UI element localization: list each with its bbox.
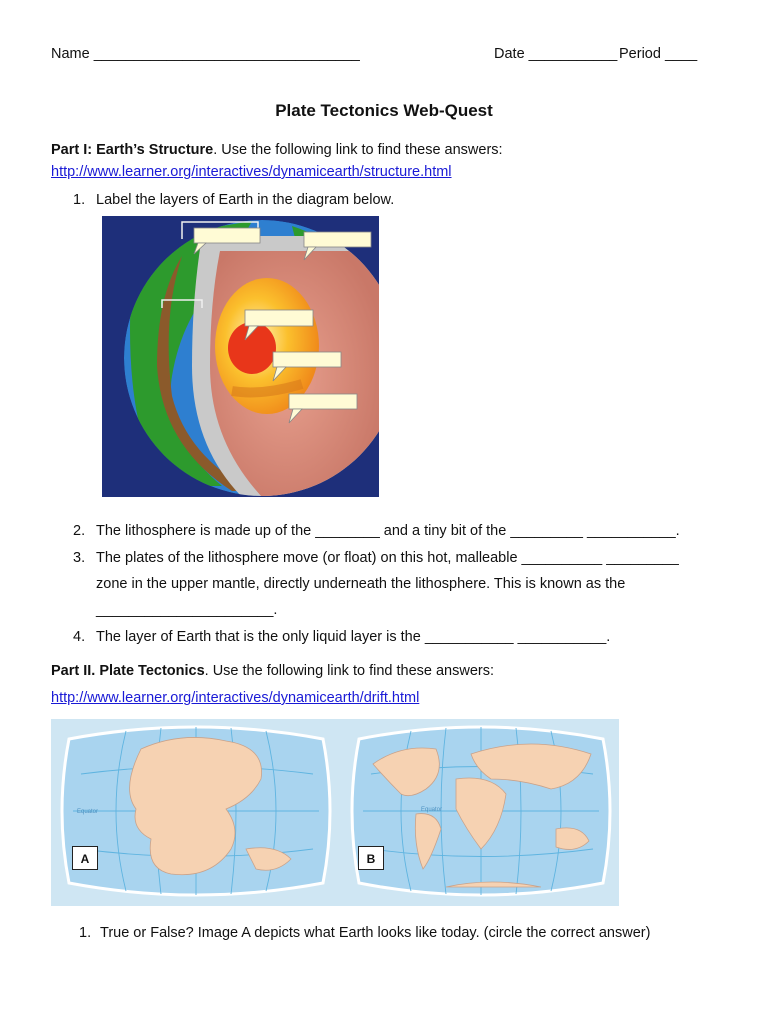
- continental-drift-maps: [51, 719, 619, 906]
- q3-text: The plates of the lithosphere move (or float) on this hot, malleable __________ _________: [96, 550, 679, 566]
- q1-text: Label the layers of Earth in the diagram below.: [96, 192, 395, 208]
- part2-heading-line: [51, 663, 494, 679]
- name-line[interactable]: Name _________________________________: [51, 46, 360, 62]
- equator-label-b: Equator: [421, 807, 443, 813]
- drift-link[interactable]: http://www.learner.org/interactives/dynamicearth/drift.html: [51, 690, 420, 706]
- map-b: [352, 727, 610, 895]
- earth-layers-diagram: [102, 216, 379, 497]
- part1-heading-line: [51, 142, 503, 158]
- part2-intro: . Use the following link to find these answers:: [204, 663, 494, 679]
- equator-label-a: Equator: [77, 809, 99, 815]
- map-a: [62, 727, 330, 895]
- map-b-label: B: [358, 846, 384, 870]
- q3-text-line3: ______________________.: [96, 602, 278, 618]
- q2-text: The lithosphere is made up of the ________ and a tiny bit of the _________ ___________.: [96, 523, 680, 539]
- page-title: Plate Tectonics Web-Quest: [275, 101, 493, 120]
- p2-q1-text: True or False? Image A depicts what Earth looks like today. (circle the correct answer): [100, 925, 651, 941]
- date-line[interactable]: Date ___________: [494, 46, 618, 62]
- part1-intro: . Use the following link to find these answers:: [213, 142, 503, 158]
- structure-link[interactable]: http://www.learner.org/interactives/dynamicearth/structure.html: [51, 164, 452, 180]
- p2-q1-number: 1.: [79, 925, 92, 941]
- part2-heading: Part II. Plate Tectonics: [51, 663, 205, 679]
- q1-number: 1.: [73, 192, 86, 208]
- q3-number: 3.: [73, 550, 86, 566]
- q4-number: 4.: [73, 629, 86, 645]
- map-a-label: A: [72, 846, 98, 870]
- q4-text: The layer of Earth that is the only liquid layer is the ___________ ___________.: [96, 629, 611, 645]
- period-line[interactable]: Period ____: [619, 46, 698, 62]
- q3-text-line2: zone in the upper mantle, directly underneath the lithosphere. This is known as the: [96, 576, 626, 592]
- part1-heading: Part I: Earth’s Structure: [51, 142, 214, 158]
- q2-number: 2.: [73, 523, 86, 539]
